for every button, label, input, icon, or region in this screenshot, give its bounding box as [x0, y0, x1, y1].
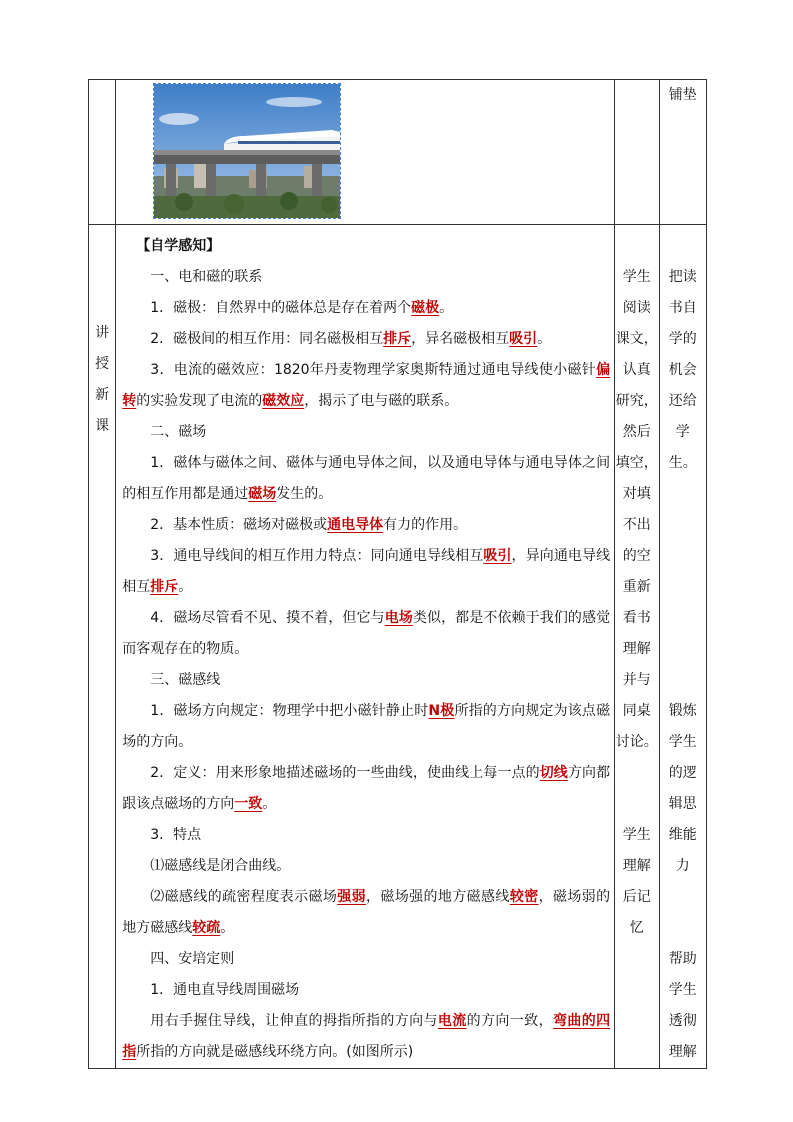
answer: 排斥 — [383, 331, 412, 347]
intent-block-b: 锻炼 学生 的逻 辑思 维能 力 — [668, 703, 697, 874]
right-note — [659, 80, 707, 225]
blank-cell — [615, 80, 659, 225]
section-title: 【自学感知】 — [136, 238, 221, 254]
side-char: 课 — [95, 418, 110, 434]
side-char: 授 — [95, 356, 110, 372]
paragraph: 1．磁极：自然界中的磁体总是存在着两个磁极。 — [150, 300, 454, 316]
paragraph: 用右手握住导线，让伸直的拇指所指的方向与电流的方向一致，弯曲的四指所指的方向就是磁感线环绕方向。(如图所示) — [122, 1013, 611, 1060]
answer: 磁极 — [411, 300, 440, 316]
side-label — [89, 225, 116, 1069]
paragraph: 2．定义：用来形象地描述磁场的一些曲线，使曲线上每一点的切线方向都跟该点磁场的方向一致。 — [122, 765, 611, 812]
heading-3: 三、磁感线 — [150, 672, 221, 688]
answer: 一致 — [234, 796, 263, 812]
answer: 吸引 — [509, 331, 538, 347]
activity-column — [615, 225, 659, 1069]
maglev-train-photo — [153, 83, 341, 219]
answer: 较疏 — [192, 920, 221, 936]
side-char: 新 — [95, 387, 110, 403]
intent-block-c: 帮助 学生 透彻 理解 — [668, 951, 697, 1060]
paragraph: ⑵磁感线的疏密程度表示磁场强弱，磁场强的地方磁感线较密，磁场弱的地方磁感线较疏。 — [122, 889, 611, 936]
answer: 较密 — [509, 889, 539, 905]
side-char: 讲 — [95, 325, 110, 341]
intent-block-a: 把读 书自 学的 机会 还给 学 生。 — [668, 269, 697, 471]
answer: 磁效应 — [262, 393, 305, 409]
content-cell — [116, 225, 615, 1069]
answer: 磁场 — [248, 486, 277, 502]
paragraph: ⑴磁感线是闭合曲线。 — [150, 858, 291, 874]
heading-2: 二、磁场 — [150, 424, 207, 440]
answer: 弯曲的四指 — [122, 1013, 611, 1060]
answer: 电流 — [437, 1013, 467, 1029]
answer: 切线 — [539, 765, 568, 781]
activity-block-a: 学生 阅读 课文， 认真 研究， 然后 填空， 对填 不出 的空 重新 看书 理解 并与 同桌 讨论。 — [615, 269, 658, 750]
answer: 排斥 — [150, 579, 179, 595]
answer: 强弱 — [337, 889, 366, 905]
paragraph: 2．磁极间的相互作用：同名磁极相互排斥，异名磁极相互吸引。 — [150, 331, 552, 347]
answer: N极 — [428, 703, 455, 719]
answer: 电场 — [384, 610, 413, 626]
heading-1: 一、电和磁的联系 — [150, 269, 263, 285]
paragraph: 3．通电导线间的相互作用力特点：同向通电导线相互吸引，异向通电导线相互排斥。 — [122, 548, 611, 595]
paragraph: 2．基本性质：磁场对磁极或通电导体有力的作用。 — [150, 517, 468, 533]
heading-4: 四、安培定则 — [150, 951, 235, 967]
answer: 通电导体 — [327, 517, 384, 533]
table-row — [89, 80, 707, 225]
blank-cell — [89, 80, 116, 225]
intent-column — [659, 225, 707, 1069]
note-text: 铺垫 — [668, 87, 697, 103]
paragraph: 4．磁场尽管看不见、摸不着，但它与电场类似，都是不依赖于我们的感觉而客观存在的物质。 — [122, 610, 611, 657]
photo-cell — [116, 80, 615, 225]
paragraph: 3．电流的磁效应：1820年丹麦物理学家奥斯特通过通电导线使小磁针偏转的实验发现了电流的磁效应，揭示了电与磁的联系。 — [122, 362, 611, 409]
lesson-table — [88, 79, 707, 1069]
paragraph: 1．磁体与磁体之间、磁体与通电导体之间，以及通电导体与通电导体之间的相互作用都是通过磁场发生的。 — [122, 455, 611, 502]
table-row — [89, 225, 707, 1069]
answer: 吸引 — [483, 548, 512, 564]
paragraph: 1．磁场方向规定：物理学中把小磁针静止时N极所指的方向规定为该点磁场的方向。 — [122, 703, 611, 750]
paragraph: 3．特点 — [150, 827, 202, 843]
activity-block-b: 学生 理解 后记 忆 — [622, 827, 651, 936]
paragraph: 1．通电直导线周围磁场 — [150, 982, 300, 998]
answer: 偏转 — [122, 362, 611, 409]
